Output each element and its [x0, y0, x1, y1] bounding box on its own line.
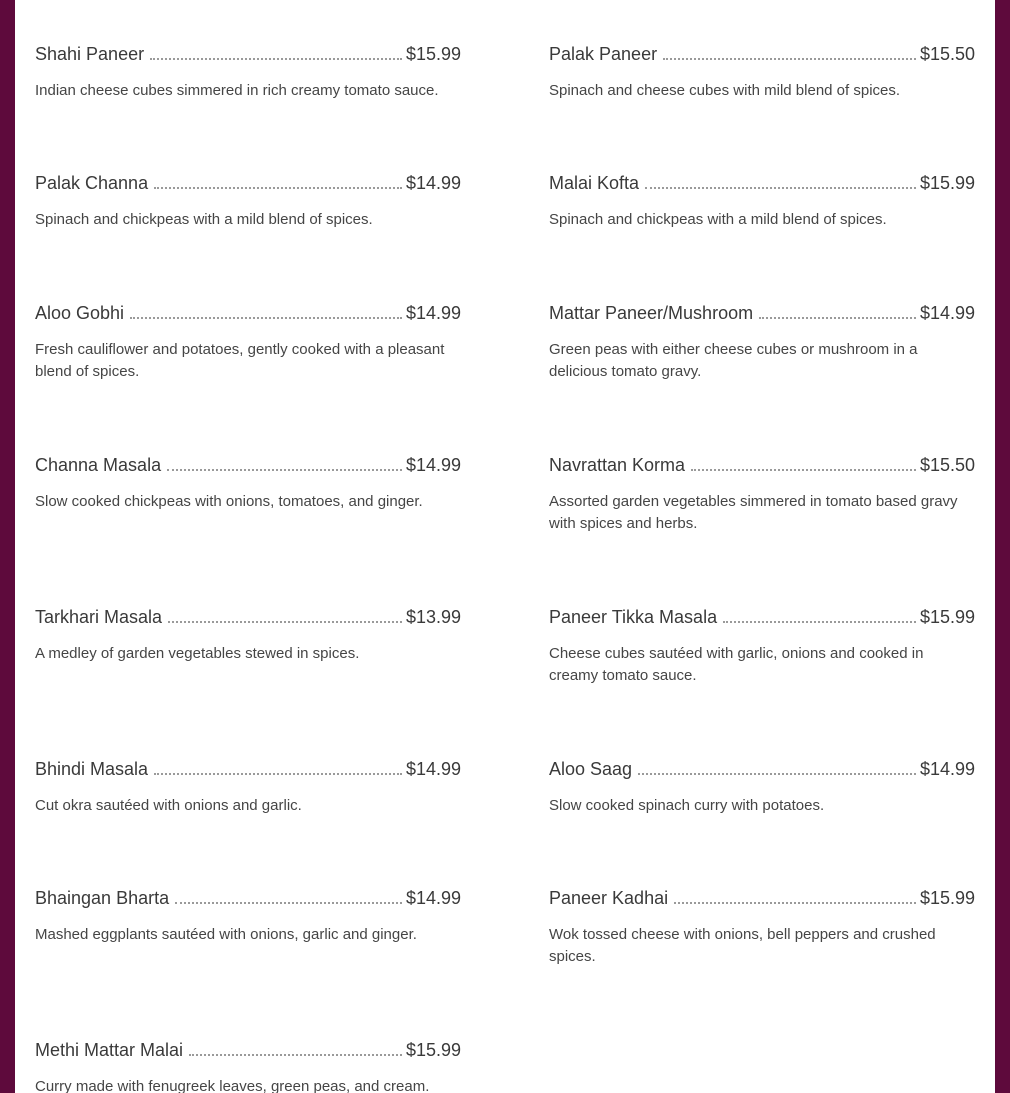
- menu-item-header: [35, 44, 461, 68]
- menu-item-name: Aloo Gobhi: [35, 303, 125, 323]
- menu-item-name: Palak Paneer: [549, 44, 658, 64]
- dot-leader: [645, 187, 916, 189]
- menu-item-name: Bhindi Masala: [35, 759, 149, 779]
- menu-item: [35, 607, 461, 665]
- menu-item-description: Green peas with either cheese cubes or mushroom in a delicious tomato gravy.: [549, 341, 918, 380]
- menu-item-header: [35, 173, 461, 197]
- menu-item: [35, 303, 461, 383]
- dot-leader: [130, 317, 402, 319]
- dot-leader: [189, 1054, 402, 1056]
- dot-leader: [638, 773, 916, 775]
- menu-item-price: $15.99: [919, 173, 975, 193]
- menu-item: [549, 173, 975, 231]
- menu-item-description: Mashed eggplants sautéed with onions, garlic and ginger.: [35, 926, 417, 943]
- menu-item-name: Channa Masala: [35, 455, 162, 475]
- menu-item-description: Spinach and chickpeas with a mild blend of spices.: [549, 211, 887, 228]
- menu-item-name: Paneer Tikka Masala: [549, 607, 718, 627]
- menu-item-name: Shahi Paneer: [35, 44, 145, 64]
- menu-item: [549, 44, 975, 102]
- menu-item: [35, 1040, 461, 1093]
- menu-item-price: $15.50: [919, 44, 975, 64]
- menu-item-price: $14.99: [405, 888, 461, 908]
- menu-item-description: Spinach and chickpeas with a mild blend of spices.: [35, 211, 373, 228]
- menu-item-header: [549, 303, 975, 327]
- menu-item-name: Methi Mattar Malai: [35, 1040, 184, 1060]
- menu-page: [15, 0, 995, 1093]
- menu-item-price: $15.99: [405, 44, 461, 64]
- menu-item-price: $14.99: [405, 455, 461, 475]
- menu-item-name: Navrattan Korma: [549, 455, 686, 475]
- menu-item: [549, 455, 975, 535]
- menu-item-description: Slow cooked spinach curry with potatoes.: [549, 797, 825, 814]
- menu-item-name: Aloo Saag: [549, 759, 633, 779]
- menu-item-header: [549, 455, 975, 479]
- menu-item-name: Malai Kofta: [549, 173, 640, 193]
- menu-item-header: [35, 455, 461, 479]
- menu-item-header: [549, 173, 975, 197]
- menu-item: [549, 607, 975, 687]
- menu-item: [35, 759, 461, 817]
- dot-leader: [663, 58, 916, 60]
- menu-item-description: A medley of garden vegetables stewed in spices.: [35, 645, 360, 662]
- menu-item-header: [35, 1040, 461, 1064]
- dot-leader: [691, 469, 916, 471]
- menu-item: [35, 888, 461, 946]
- menu-item: [35, 173, 461, 231]
- menu-item-price: $14.99: [405, 173, 461, 193]
- menu-item: [549, 888, 975, 968]
- menu-item-description: Spinach and cheese cubes with mild blend of spices.: [549, 82, 901, 99]
- menu-item-description: Assorted garden vegetables simmered in tomato based gravy with spices and herbs.: [549, 493, 958, 532]
- menu-item-description: Wok tossed cheese with onions, bell peppers and crushed spices.: [549, 926, 936, 965]
- dot-leader: [175, 902, 402, 904]
- menu-item-price: $14.99: [405, 759, 461, 779]
- dot-leader: [674, 902, 916, 904]
- menu-item-description: Indian cheese cubes simmered in rich creamy tomato sauce.: [35, 82, 439, 99]
- menu-item-price: $15.50: [919, 455, 975, 475]
- menu-item-header: [35, 759, 461, 783]
- menu-item-name: Paneer Kadhai: [549, 888, 669, 908]
- menu-item-price: $14.99: [919, 303, 975, 323]
- menu-item-description: Fresh cauliflower and potatoes, gently cooked with a pleasant blend of spices.: [35, 341, 445, 380]
- menu-item: [549, 759, 975, 817]
- menu-item-header: [549, 607, 975, 631]
- menu-item-header: [35, 303, 461, 327]
- dot-leader: [168, 621, 402, 623]
- menu-item-header: [35, 607, 461, 631]
- menu-item-price: $15.99: [919, 888, 975, 908]
- dot-leader: [154, 187, 402, 189]
- menu-item: [35, 455, 461, 513]
- menu-item-header: [549, 888, 975, 912]
- menu-item-price: $14.99: [405, 303, 461, 323]
- menu-item-description: Cheese cubes sautéed with garlic, onions and cooked in creamy tomato sauce.: [549, 645, 924, 684]
- dot-leader: [759, 317, 916, 319]
- menu-item-header: [35, 888, 461, 912]
- menu-item-name: Mattar Paneer/Mushroom: [549, 303, 754, 323]
- menu-item-price: $13.99: [405, 607, 461, 627]
- menu-item-price: $14.99: [919, 759, 975, 779]
- dot-leader: [167, 469, 402, 471]
- menu-item-name: Tarkhari Masala: [35, 607, 163, 627]
- menu-item: [549, 303, 975, 383]
- menu-item-price: $15.99: [405, 1040, 461, 1060]
- dot-leader: [154, 773, 402, 775]
- menu-item-header: [549, 759, 975, 783]
- dot-leader: [150, 58, 402, 60]
- menu-item-description: Cut okra sautéed with onions and garlic.: [35, 797, 302, 814]
- menu-item-name: Palak Channa: [35, 173, 149, 193]
- menu-item: [35, 44, 461, 102]
- menu-item-header: [549, 44, 975, 68]
- menu-item-description: Slow cooked chickpeas with onions, tomatoes, and ginger.: [35, 493, 423, 510]
- menu-item-name: Bhaingan Bharta: [35, 888, 170, 908]
- menu-item-price: $15.99: [919, 607, 975, 627]
- menu-item-description: Curry made with fenugreek leaves, green peas, and cream.: [35, 1078, 430, 1093]
- dot-leader: [723, 621, 916, 623]
